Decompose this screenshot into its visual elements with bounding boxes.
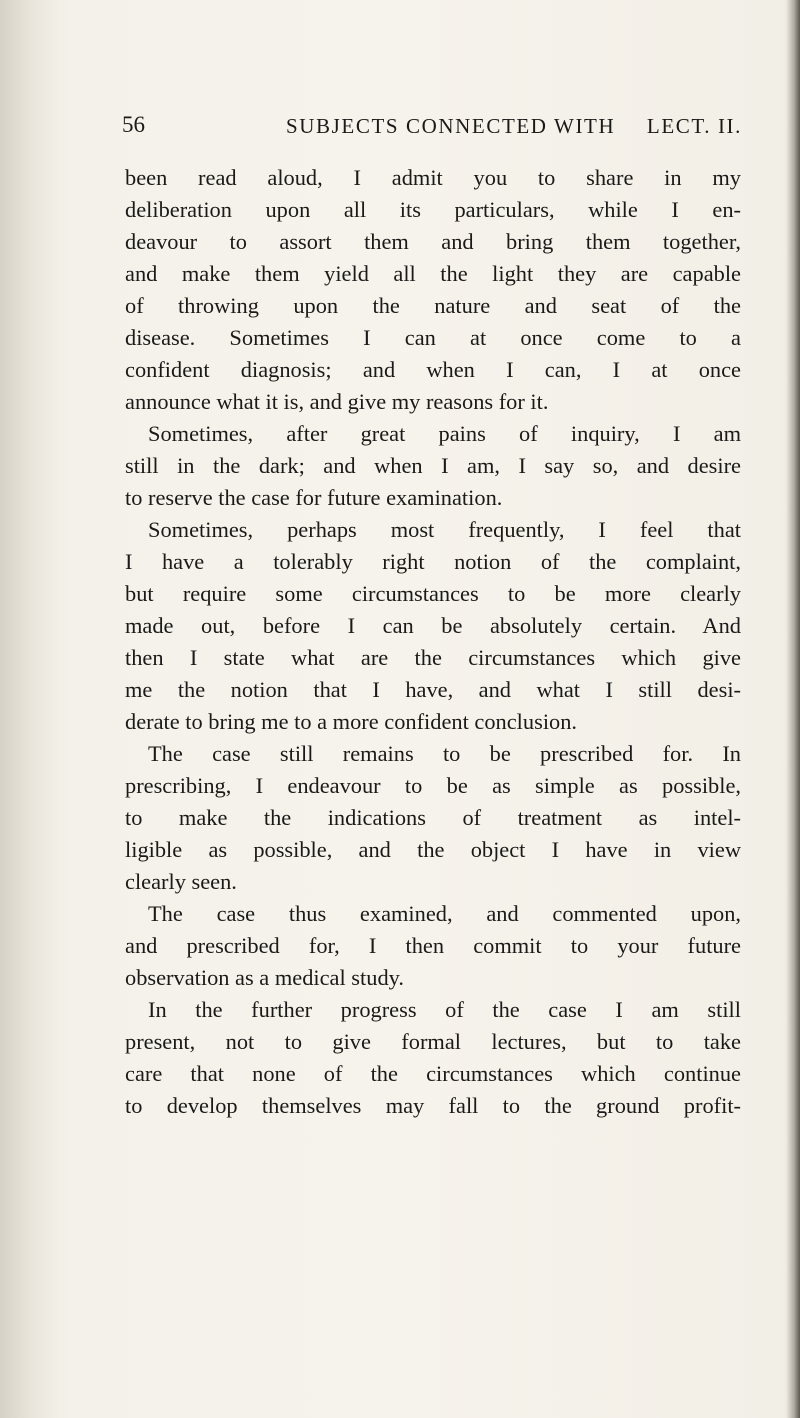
text-line: and prescribed for, I then commit to your future <box>125 933 741 958</box>
text-line: of throwing upon the nature and seat of the <box>125 293 741 318</box>
text-line: The case thus examined, and commented upon, <box>148 901 741 926</box>
page-number: 56 <box>122 112 145 137</box>
text-line: I have a tolerably right notion of the complaint, <box>125 549 741 574</box>
running-head-lecture: LECT. II. <box>646 114 742 138</box>
text-line: derate to bring me to a more confident conclusion. <box>125 709 578 734</box>
text-line: to make the indications of treatment as intel- <box>125 805 741 830</box>
running-head <box>122 112 742 142</box>
page-binding-shadow <box>0 0 60 1418</box>
text-line: made out, before I can be absolutely certain. And <box>125 613 741 638</box>
text-line: ligible as possible, and the object I have in view <box>125 837 741 862</box>
text-line: disease. Sometimes I can at once come to a <box>125 325 741 350</box>
running-head-title: SUBJECTS CONNECTED WITH <box>286 114 616 138</box>
text-line: me the notion that I have, and what I still desi- <box>125 677 741 702</box>
text-line: present, not to give formal lectures, but to take <box>125 1029 741 1054</box>
text-line: Sometimes, after great pains of inquiry, I am <box>148 421 741 446</box>
text-line: confident diagnosis; and when I can, I at once <box>125 357 741 382</box>
body-text <box>125 162 741 1122</box>
text-line: then I state what are the circumstances which give <box>125 645 741 670</box>
text-line: to develop themselves may fall to the ground profit- <box>125 1093 741 1118</box>
text-line: been read aloud, I admit you to share in my <box>125 165 741 190</box>
text-line: to reserve the case for future examination. <box>125 485 503 510</box>
text-line: care that none of the circumstances which continue <box>125 1061 741 1086</box>
text-line: deliberation upon all its particulars, while I en- <box>125 197 741 222</box>
text-line: but require some circumstances to be more clearly <box>125 581 741 606</box>
text-line: clearly seen. <box>125 869 237 894</box>
text-line: Sometimes, perhaps most frequently, I feel that <box>148 517 741 542</box>
text-line: still in the dark; and when I am, I say so, and desire <box>125 453 741 478</box>
text-line: deavour to assort them and bring them together, <box>125 229 741 254</box>
text-line: prescribing, I endeavour to be as simple as possible, <box>125 773 741 798</box>
text-line: announce what it is, and give my reasons for it. <box>125 389 549 414</box>
page-edge-shadow <box>786 0 800 1418</box>
text-line: The case still remains to be prescribed for. In <box>148 741 741 766</box>
text-line: and make them yield all the light they are capable <box>125 261 741 286</box>
text-line: In the further progress of the case I am still <box>148 997 741 1022</box>
text-line: observation as a medical study. <box>125 965 404 990</box>
